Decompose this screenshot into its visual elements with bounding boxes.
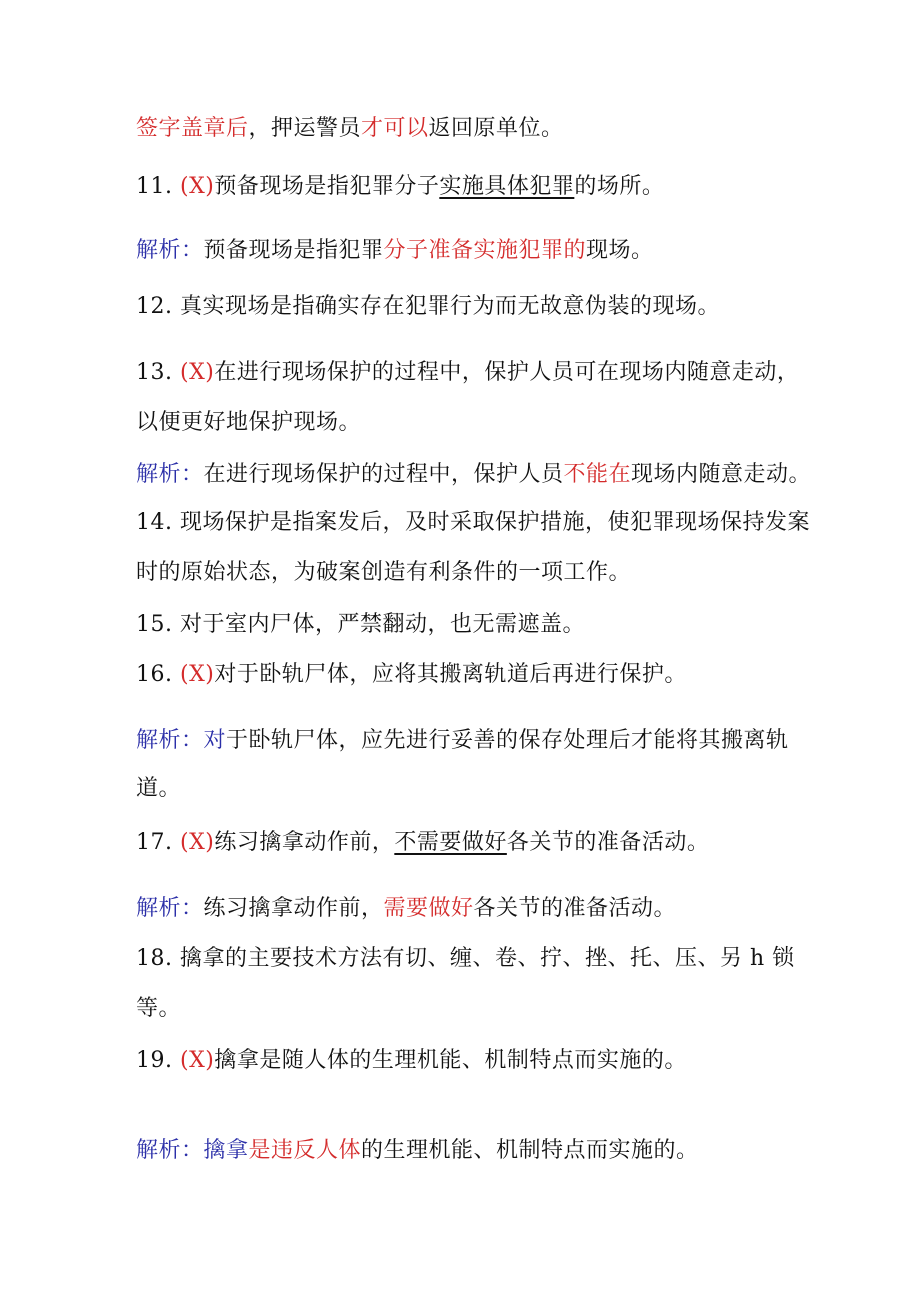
line-text: 的场所。	[574, 174, 665, 199]
line-text: 练习擒拿动作前，	[203, 896, 384, 921]
line-text: 返回原单位。	[428, 116, 564, 141]
line-text: 道。	[136, 776, 182, 801]
highlight-text: 需要做好	[383, 896, 474, 921]
highlight-text: 对	[203, 728, 227, 753]
highlight-text: 不能在	[563, 462, 632, 487]
underlined-text: 不需要做好	[394, 830, 507, 855]
line-text: 18. 擒拿的主要技术方法有切、缠、卷、拧、挫、托、压、另 h 锁	[136, 946, 795, 971]
question-number: 11.	[136, 174, 180, 199]
question-16	[136, 660, 687, 690]
question-18	[136, 944, 795, 974]
highlight-text: 分子准备实施犯罪的	[383, 238, 587, 263]
wrong-mark: (X)	[179, 830, 215, 855]
highlight-text: 签字盖章后	[136, 116, 249, 141]
analysis-11	[136, 236, 654, 266]
highlight-text: 是违反人体	[248, 1138, 362, 1163]
wrong-mark: (X)	[179, 1048, 215, 1073]
question-15	[136, 610, 585, 640]
question-11	[136, 172, 664, 202]
analysis-label: 解析：	[136, 462, 204, 487]
line-text: 预备现场是指犯罪	[203, 238, 384, 263]
question-number: 13.	[136, 360, 180, 385]
line-text: 练习擒拿动作前，	[214, 830, 395, 855]
question-number: 17.	[136, 830, 180, 855]
line-text: 对于卧轨尸体，应将其搬离轨道后再进行保护。	[214, 662, 687, 687]
wrong-mark: (X)	[179, 360, 215, 385]
analysis-label: 解析：	[136, 238, 204, 263]
line-text: ，押运警员	[248, 116, 362, 141]
text-line	[136, 408, 361, 438]
analysis-17	[136, 894, 676, 924]
line-text: 擒拿是随人体的生理机能、机制特点而实施的。	[214, 1048, 687, 1073]
analysis-label: 解析：	[136, 896, 204, 921]
text-line	[136, 994, 181, 1024]
line-text: 各关节的准备活动。	[506, 830, 710, 855]
line-text: 等。	[136, 996, 182, 1021]
analysis-16	[136, 726, 789, 756]
line-text: 的生理机能、机制特点而实施的。	[361, 1138, 699, 1163]
line-text: 12. 真实现场是指确实存在犯罪行为而无故意伪装的现场。	[136, 294, 720, 319]
question-number: 16.	[136, 662, 180, 687]
analysis-13	[136, 460, 811, 490]
highlight-text: 才可以	[361, 116, 429, 141]
analysis-label: 解析：	[136, 1138, 204, 1163]
wrong-mark: (X)	[179, 174, 215, 199]
line-text: 各关节的准备活动。	[473, 896, 677, 921]
question-12	[136, 292, 720, 322]
analysis-label: 解析：	[136, 728, 204, 753]
line-text: 现场内随意走动。	[631, 462, 812, 487]
text-line	[136, 558, 631, 588]
wrong-mark: (X)	[179, 662, 215, 687]
highlight-text: 擒拿	[203, 1138, 249, 1163]
line-text: 15. 对于室内尸体，严禁翻动，也无需遮盖。	[136, 612, 585, 637]
line-text: 预备现场是指犯罪分子	[214, 174, 440, 199]
question-14	[136, 508, 810, 538]
line-text: 现场。	[586, 238, 654, 263]
line-text: 在进行现场保护的过程中，保护人员可在现场内随意走动，	[214, 360, 800, 385]
line-text: 在进行现场保护的过程中，保护人员	[203, 462, 564, 487]
line-text: 14. 现场保护是指案发后，及时采取保护措施，使犯罪现场保持发案	[136, 510, 810, 535]
text-line	[136, 774, 181, 804]
question-number: 19.	[136, 1048, 180, 1073]
line-text: 以便更好地保护现场。	[136, 410, 362, 435]
question-17	[136, 828, 709, 858]
line-text: 于卧轨尸体，应先进行妥善的保存处理后才能将其搬离轨	[226, 728, 789, 753]
question-13	[136, 358, 799, 388]
underlined-text: 实施具体犯罪	[439, 174, 575, 199]
line-text: 时的原始状态，为破案创造有利条件的一项工作。	[136, 560, 632, 585]
analysis-19	[136, 1136, 699, 1166]
question-19	[136, 1046, 687, 1076]
text-line	[136, 114, 564, 144]
